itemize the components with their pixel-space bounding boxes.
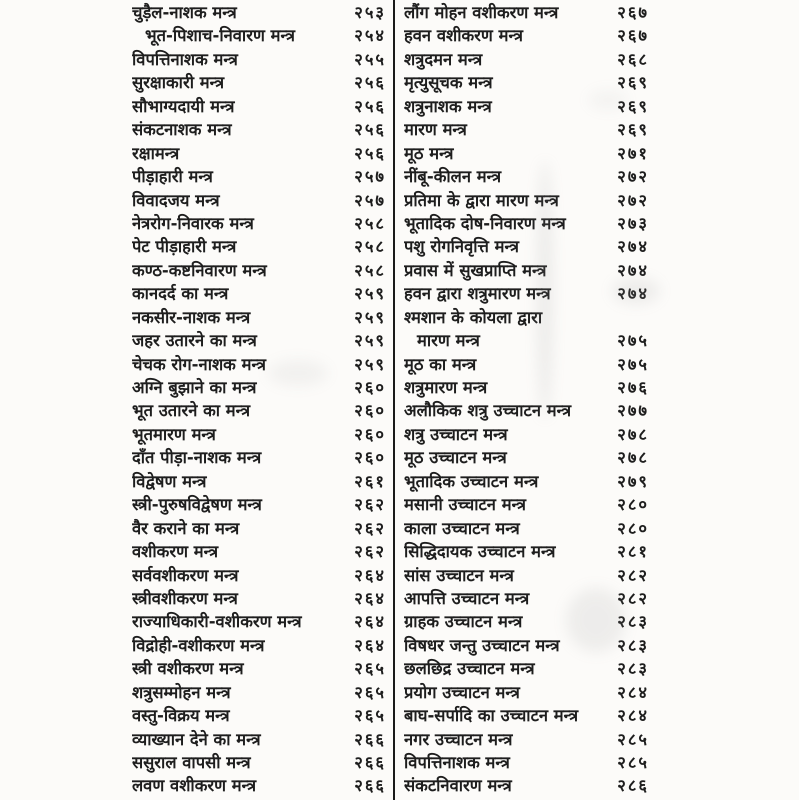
entry-page-number: २७८ (617, 424, 649, 444)
index-row (0, 493, 393, 516)
index-row (396, 751, 799, 774)
entry-page-number: २६९ (617, 73, 649, 93)
entry-page-number: २५६ (354, 143, 386, 163)
index-row (0, 681, 393, 704)
index-row (0, 189, 393, 212)
index-row (396, 306, 799, 329)
entry-page-number: २८४ (617, 706, 649, 726)
entry-title: शत्रुसम्मोहन मन्त्र (132, 682, 231, 702)
entry-page-number: २७४ (617, 260, 649, 280)
index-row (396, 142, 799, 165)
entry-title: हवन द्वारा शत्रुमारण मन्त्र (404, 284, 551, 304)
entry-title: प्रवास में सुखप्राप्ति मन्त्र (404, 260, 547, 280)
index-row (396, 446, 799, 469)
entry-title: विद्वेषण मन्त्र (132, 471, 207, 491)
index-row (396, 165, 799, 188)
entry-page-number: २५७ (354, 167, 386, 187)
entry-title: कानदर्द का मन्त्र (132, 284, 229, 304)
entry-page-number: २५७ (354, 190, 386, 210)
entry-page-number: २५६ (354, 120, 386, 140)
entry-page-number: २८३ (617, 659, 649, 679)
entry-title: राज्याधिकारी-वशीकरण मन्त्र (132, 612, 302, 632)
entry-page-number: २८० (617, 495, 649, 515)
index-row (396, 517, 799, 540)
entry-title: लवण वशीकरण मन्त्र (132, 776, 257, 796)
entry-page-number: २६६ (354, 776, 386, 796)
index-row (0, 48, 393, 71)
index-row (396, 634, 799, 657)
entry-page-number: २७२ (617, 167, 649, 187)
index-row (396, 774, 799, 797)
index-row (396, 399, 799, 422)
entry-title: भूत उतारने का मन्त्र (132, 401, 251, 421)
entry-title: ग्राहक उच्चाटन मन्त्र (404, 612, 523, 632)
entry-page-number: २६२ (354, 495, 386, 515)
entry-title: स्त्रीवशीकरण मन्त्र (132, 588, 238, 608)
entry-title: मसानी उच्चाटन मन्त्र (404, 495, 527, 515)
entry-title: सुरक्षाकारी मन्त्र (132, 73, 225, 93)
entry-page-number: २७९ (617, 471, 649, 491)
index-row (396, 564, 799, 587)
entry-title: जहर उतारने का मन्त्र (132, 331, 257, 351)
entry-title: बाघ-सर्पादि का उच्चाटन मन्त्र (404, 706, 579, 726)
entry-page-number: २७५ (617, 331, 649, 351)
entry-page-number: २६९ (617, 120, 649, 140)
index-row (0, 235, 393, 258)
index-row (0, 657, 393, 680)
entry-page-number: २६५ (354, 706, 386, 726)
entry-title: विपत्तिनाशक मन्त्र (132, 49, 238, 69)
entry-title: पेट पीड़ाहारी मन्त्र (132, 237, 237, 257)
entry-page-number: २७७ (617, 401, 649, 421)
entry-page-number: २८१ (617, 542, 649, 562)
entry-page-number: २६० (354, 448, 386, 468)
index-row (0, 376, 393, 399)
entry-title: नगर उच्चाटन मन्त्र (404, 729, 513, 749)
entry-title: चुड़ैल-नाशक मन्त्र (132, 3, 237, 22)
index-row (0, 259, 393, 282)
index-row (0, 728, 393, 751)
index-row (396, 71, 799, 94)
entry-page-number: २६२ (354, 542, 386, 562)
entry-page-number: २५६ (354, 73, 386, 93)
entry-page-number: २६७ (617, 3, 649, 22)
entry-page-number: २७६ (617, 378, 649, 397)
entry-page-number: २७४ (617, 237, 649, 257)
entry-title: विवादजय मन्त्र (132, 190, 220, 210)
entry-title: वस्तु-विक्रय मन्त्र (132, 706, 230, 726)
entry-page-number: २५९ (354, 284, 386, 304)
entry-page-number: २६१ (354, 471, 386, 491)
index-row (396, 282, 799, 305)
entry-page-number: २५९ (354, 354, 386, 374)
entry-title: भूतादिक उच्चाटन मन्त्र (404, 471, 539, 491)
entry-title: प्रयोग उच्चाटन मन्त्र (404, 682, 520, 702)
entry-title: श्मशान के कोयला द्वारा (404, 307, 543, 327)
entry-title: नींबू-कीलन मन्त्र (404, 167, 502, 187)
entry-page-number: २५८ (354, 260, 386, 280)
entry-title: कण्ठ-कष्टनिवारण मन्त्र (132, 260, 267, 280)
entry-page-number: २६० (354, 378, 386, 397)
entry-title: मूठ उच्चाटन मन्त्र (404, 448, 507, 468)
index-row (396, 329, 799, 352)
entry-title: सिद्धिदायक उच्चाटन मन्त्र (404, 542, 556, 562)
index-row (396, 48, 799, 71)
index-row (0, 470, 393, 493)
index-row (0, 329, 393, 352)
entry-page-number: २५३ (354, 3, 386, 22)
entry-page-number: २७२ (617, 190, 649, 210)
index-row (0, 24, 393, 47)
index-row (0, 71, 393, 94)
index-row (396, 704, 799, 727)
entry-title: अग्नि बुझाने का मन्त्र (132, 378, 257, 397)
entry-title: स्त्री-पुरुषविद्वेषण मन्त्र (132, 495, 262, 515)
entry-title: सर्ववशीकरण मन्त्र (132, 565, 239, 585)
entry-title: भूतमारण मन्त्र (132, 424, 216, 444)
entry-title: चेचक रोग-नाशक मन्त्र (132, 354, 266, 374)
entry-page-number: २६७ (617, 26, 649, 46)
entry-title: विपत्तिनाशक मन्त्र (404, 753, 510, 772)
entry-title: शत्रु उच्चाटन मन्त्र (404, 424, 508, 444)
index-row (0, 142, 393, 165)
entry-page-number: २७३ (617, 213, 649, 233)
entry-page-number: २६६ (354, 729, 386, 749)
entry-title: स्त्री वशीकरण मन्त्र (132, 659, 244, 679)
entry-title: पशु रोगनिवृत्ति मन्त्र (404, 237, 520, 257)
entry-title: सौभाग्यदायी मन्त्र (132, 96, 235, 116)
index-row (0, 517, 393, 540)
entry-title: नकसीर-नाशक मन्त्र (132, 307, 251, 327)
index-row (0, 1, 393, 24)
index-row (396, 610, 799, 633)
entry-title: भूत-पिशाच-निवारण मन्त्र (145, 26, 295, 46)
entry-page-number: २६२ (354, 518, 386, 538)
index-row (0, 774, 393, 797)
entry-page-number: २७१ (617, 143, 649, 163)
entry-page-number: २५६ (354, 96, 386, 116)
index-row (396, 95, 799, 118)
entry-title: शत्रुमारण मन्त्र (404, 378, 488, 397)
index-row (396, 376, 799, 399)
entry-page-number: २५४ (354, 26, 386, 46)
index-row (396, 728, 799, 751)
entry-page-number: २६९ (617, 96, 649, 116)
index-row (0, 165, 393, 188)
index-row (396, 587, 799, 610)
index-row (396, 235, 799, 258)
entry-page-number: २६६ (354, 753, 386, 772)
index-row (396, 259, 799, 282)
entry-title: काला उच्चाटन मन्त्र (404, 518, 520, 538)
entry-title: रक्षामन्त्र (132, 143, 180, 163)
index-row (0, 306, 393, 329)
index-row (0, 540, 393, 563)
index-row (0, 95, 393, 118)
index-row (396, 423, 799, 446)
index-row (0, 587, 393, 610)
index-row (0, 212, 393, 235)
entry-title: दाँत पीड़ा-नाशक मन्त्र (132, 448, 262, 468)
entry-page-number: २६५ (354, 682, 386, 702)
entry-title: व्याख्यान देने का मन्त्र (132, 729, 261, 749)
index-row (0, 399, 393, 422)
entry-title: शत्रुदमन मन्त्र (404, 49, 483, 69)
entry-page-number: २८५ (617, 753, 649, 772)
index-row (396, 493, 799, 516)
entry-page-number: २७८ (617, 448, 649, 468)
entry-title: मारण मन्त्र (417, 331, 480, 351)
entry-title: मारण मन्त्र (404, 120, 467, 140)
entry-title: वशीकरण मन्त्र (132, 542, 219, 562)
index-row (396, 540, 799, 563)
index-row (0, 634, 393, 657)
entry-page-number: २८३ (617, 612, 649, 632)
entry-title: मूठ मन्त्र (404, 143, 454, 163)
index-row (396, 118, 799, 141)
entry-page-number: २८६ (617, 776, 649, 796)
entry-title: सांस उच्चाटन मन्त्र (404, 565, 514, 585)
entry-page-number: २६८ (617, 49, 649, 69)
entry-title: भूतादिक दोष-निवारण मन्त्र (404, 213, 566, 233)
index-row (0, 423, 393, 446)
column-divider-line (393, 0, 395, 800)
entry-title: वैर कराने का मन्त्र (132, 518, 240, 538)
entry-page-number: २८३ (617, 635, 649, 655)
entry-title: आपत्ति उच्चाटन मन्त्र (404, 588, 530, 608)
index-row (396, 24, 799, 47)
index-column-left (0, 1, 393, 799)
entry-title: अलौकिक शत्रु उच्चाटन मन्त्र (404, 401, 572, 421)
index-row (396, 1, 799, 24)
entry-title: शत्रुनाशक मन्त्र (404, 96, 492, 116)
index-row (396, 212, 799, 235)
index-row (0, 446, 393, 469)
entry-page-number: २५५ (354, 49, 386, 69)
entry-title: विद्रोही-वशीकरण मन्त्र (132, 635, 265, 655)
index-row (396, 353, 799, 376)
entry-page-number: २६५ (354, 659, 386, 679)
entry-page-number: २७५ (617, 354, 649, 374)
entry-title: लौंग मोहन वशीकरण मन्त्र (404, 3, 559, 22)
entry-page-number: २६४ (354, 612, 386, 632)
entry-page-number: २८० (617, 518, 649, 538)
index-row (0, 353, 393, 376)
entry-title: ससुराल वापसी मन्त्र (132, 753, 251, 772)
entry-title: नेत्ररोग-निवारक मन्त्र (132, 213, 254, 233)
index-row (0, 704, 393, 727)
entry-page-number: २८४ (617, 682, 649, 702)
entry-page-number: २५८ (354, 237, 386, 257)
entry-page-number: २६० (354, 424, 386, 444)
entry-page-number: २५९ (354, 307, 386, 327)
index-row (0, 282, 393, 305)
entry-title: हवन वशीकरण मन्त्र (404, 26, 523, 46)
entry-title: विषधर जन्तु उच्चाटन मन्त्र (404, 635, 560, 655)
index-row (0, 610, 393, 633)
index-column-right (396, 1, 799, 799)
index-row (396, 657, 799, 680)
entry-page-number: २६४ (354, 565, 386, 585)
entry-title: संकटनाशक मन्त्र (132, 120, 232, 140)
index-row (396, 189, 799, 212)
entry-title: संकटनिवारण मन्त्र (404, 776, 512, 796)
index-row (0, 118, 393, 141)
entry-page-number: २६४ (354, 635, 386, 655)
entry-page-number: २५९ (354, 331, 386, 351)
index-row (0, 564, 393, 587)
entry-title: प्रतिमा के द्वारा मारण मन्त्र (404, 190, 559, 210)
entry-page-number: २७४ (617, 284, 649, 304)
entry-title: छलछिद्र उच्चाटन मन्त्र (404, 659, 535, 679)
index-row (396, 470, 799, 493)
entry-page-number: २६० (354, 401, 386, 421)
index-row (396, 681, 799, 704)
entry-page-number: २६४ (354, 588, 386, 608)
entry-title: मृत्युसूचक मन्त्र (404, 73, 493, 93)
entry-page-number: २८५ (617, 729, 649, 749)
entry-title: मूठ का मन्त्र (404, 354, 477, 374)
entry-title: पीड़ाहारी मन्त्र (132, 167, 213, 187)
index-row (0, 751, 393, 774)
entry-page-number: २८२ (617, 565, 649, 585)
entry-page-number: २८२ (617, 588, 649, 608)
entry-page-number: २५८ (354, 213, 386, 233)
